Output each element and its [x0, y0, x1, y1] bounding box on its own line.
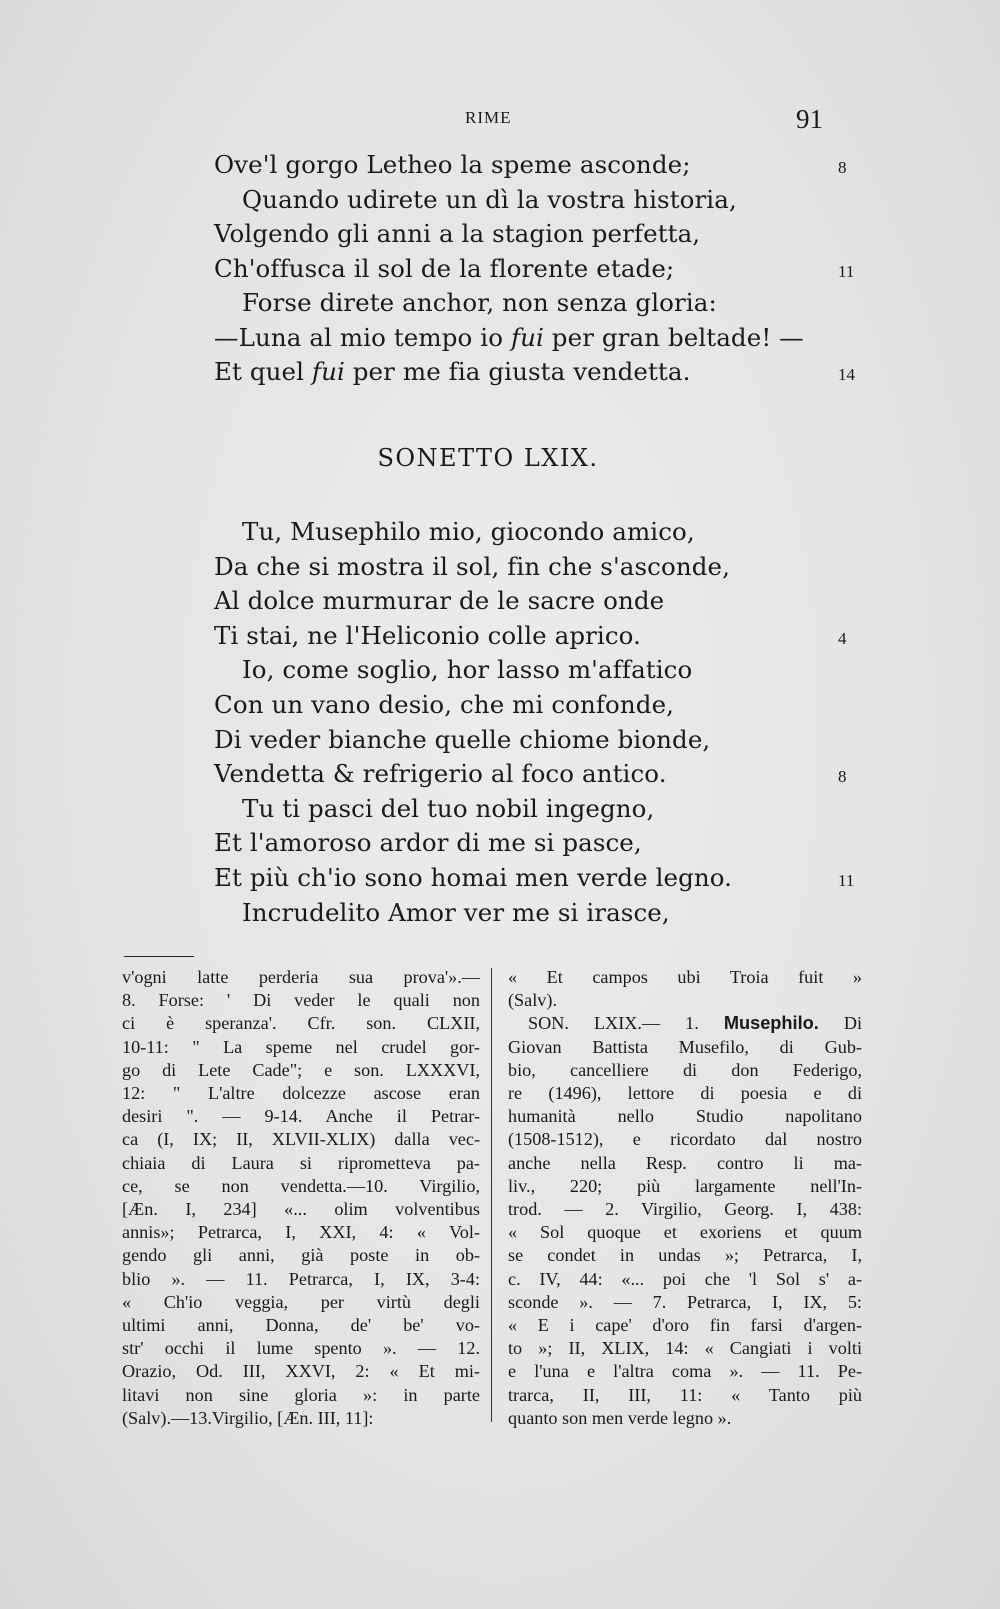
- verse-line: —Luna al mio tempo io fui per gran beltade! —: [214, 322, 804, 352]
- verse-line: Ch'offusca il sol de la florente etade;: [214, 253, 675, 283]
- footnote-line: re (1496), lettore di poesia e di: [508, 1083, 862, 1104]
- footnote-line: trod. — 2. Virgilio, Georg. I, 438:: [508, 1199, 862, 1220]
- verse-line: Quando udirete un dì la vostra historia,: [242, 184, 737, 214]
- footnote-line: Orazio, Od. III, XXVI, 2: « Et mi-: [122, 1361, 480, 1382]
- footnote-line: c. IV, 44: «... poi che 'l Sol s' a-: [508, 1268, 862, 1289]
- footnote-line: ca (I, IX; II, XLVII-XLIX) dalla vec-: [122, 1129, 480, 1150]
- footnote-line: « Ch'io veggia, per virtù degli: [122, 1291, 480, 1312]
- footnote-line: annis»; Petrarca, I, XXI, 4: « Vol-: [122, 1222, 480, 1243]
- footnote-line: [Æn. I, 234] «... olim volventibus: [122, 1199, 480, 1220]
- footnotes-right-column: [508, 966, 862, 1430]
- footnote-line: (Salv).: [508, 990, 557, 1011]
- line-number: 4: [838, 628, 847, 648]
- page-number: 91: [796, 104, 823, 134]
- footnote-line: str' occhi il lume spento ». — 12.: [122, 1338, 480, 1359]
- footnote-line: 12: " L'altre dolcezze ascose eran: [122, 1083, 480, 1104]
- footnote-line: gendo gli anni, già poste in ob-: [122, 1245, 480, 1266]
- verse-line: Con un vano desio, che mi confonde,: [214, 690, 675, 719]
- column-divider: [491, 968, 492, 1422]
- footnote-line: e l'una e l'altra coma ». — 11. Pe-: [508, 1361, 862, 1382]
- verse-line: Tu ti pasci del tuo nobil ingegno,: [242, 793, 655, 823]
- footnote-line: 8. Forse: ' Di veder le quali non: [122, 990, 480, 1011]
- footnote-line: se condet in undas »; Petrarca, I,: [508, 1245, 862, 1266]
- footnote-line: (1508-1512), e ricordato dal nostro: [508, 1129, 862, 1150]
- footnotes-left-column: [122, 966, 480, 1430]
- footnote-line: humanità nello Studio napolitano: [508, 1106, 862, 1127]
- verse-line: Incrudelito Amor ver me si irasce,: [242, 897, 670, 927]
- footnote-line: bio, cancelliere di don Federigo,: [508, 1059, 862, 1080]
- verse-line: Di veder bianche quelle chiome bionde,: [214, 724, 711, 754]
- line-number: 8: [838, 767, 847, 787]
- verse-line: Da che si mostra il sol, fin che s'asconde,: [214, 551, 730, 581]
- footnote-line: sconde ». — 7. Petrarca, I, IX, 5:: [508, 1291, 862, 1312]
- footnote-line: « E i cape' d'oro fin farsi d'argen-: [508, 1315, 862, 1336]
- line-number: 8: [838, 158, 847, 177]
- verse-line: Et quel fui per me fia giusta vendetta.: [214, 357, 691, 386]
- footnote-line: ce, se non vendetta.—10. Virgilio,: [122, 1175, 480, 1196]
- footnote-line: v'ogni latte perderia sua prova'».—: [122, 967, 480, 987]
- verse-line: Forse direte anchor, non senza gloria:: [242, 288, 717, 317]
- verse-line: Et l'amoroso ardor di me si pasce,: [214, 828, 642, 858]
- line-number: 11: [838, 871, 855, 890]
- footnote-line: to »; II, XLIX, 14: « Cangiati i volti: [508, 1338, 862, 1359]
- verse-line: Vendetta & refrigerio al foco antico.: [214, 759, 667, 789]
- footnote-line: 10-11: " La speme nel crudel gor-: [122, 1036, 480, 1057]
- page-header: [0, 104, 1000, 134]
- footnote-line: litavi non sine gloria »: in parte: [122, 1384, 480, 1405]
- footnote-line: liv., 220; più largamente nell'In-: [508, 1175, 862, 1196]
- footnote-line: blio ». — 11. Petrarca, I, IX, 3-4:: [122, 1268, 480, 1289]
- verse-line: Al dolce murmurar de le sacre onde: [214, 586, 665, 616]
- sonnet-heading: [0, 444, 1000, 472]
- footnote-line: (Salv).—13.Virgilio, [Æn. III, 11]:: [122, 1407, 374, 1428]
- footnote-line: anche nella Resp. contro li ma-: [508, 1152, 862, 1173]
- footnote-line: « Et campos ubi Troia fuit »: [508, 967, 862, 987]
- footnote-line: SON. LXIX.— 1. Musephilo. Di: [528, 1013, 863, 1034]
- verse-line: Io, come soglio, hor lasso m'affatico: [242, 655, 693, 685]
- footnote-line: trarca, II, III, 11: « Tanto più: [508, 1384, 862, 1405]
- footnote-line: go di Lete Cade"; e son. LXXXVI,: [122, 1059, 480, 1080]
- line-number: 11: [838, 261, 855, 281]
- footnote-line: « Sol quoque et exoriens et quum: [508, 1222, 862, 1243]
- verse-line: Volgendo gli anni a la stagion perfetta,: [214, 219, 701, 248]
- sonnet-title: SONETTO LXIX.: [377, 444, 599, 472]
- footnote-line: quanto son men verde legno ».: [508, 1407, 732, 1428]
- footnote-line: chiaia di Laura si riprometteva pa-: [122, 1152, 480, 1173]
- running-title: RIME: [465, 108, 512, 127]
- verse-line: Ti stai, ne l'Heliconio colle aprico.: [214, 620, 641, 650]
- footnote-line: ultimi anni, Donna, de' be' vo-: [122, 1315, 480, 1336]
- footnote-line: desiri ". — 9-14. Anche il Petrar-: [122, 1106, 480, 1127]
- verse-line: Tu, Musephilo mio, giocondo amico,: [242, 517, 695, 546]
- footnote-line: Giovan Battista Musefilo, di Gub-: [508, 1036, 862, 1057]
- verse-line: Ove'l gorgo Letheo la speme asconde;: [214, 150, 691, 179]
- footnote-line: ci è speranza'. Cfr. son. CLXII,: [122, 1013, 480, 1034]
- line-number: 14: [838, 365, 855, 384]
- footnote-rule: [124, 956, 194, 957]
- verse-line: Et più ch'io sono homai men verde legno.: [214, 863, 733, 892]
